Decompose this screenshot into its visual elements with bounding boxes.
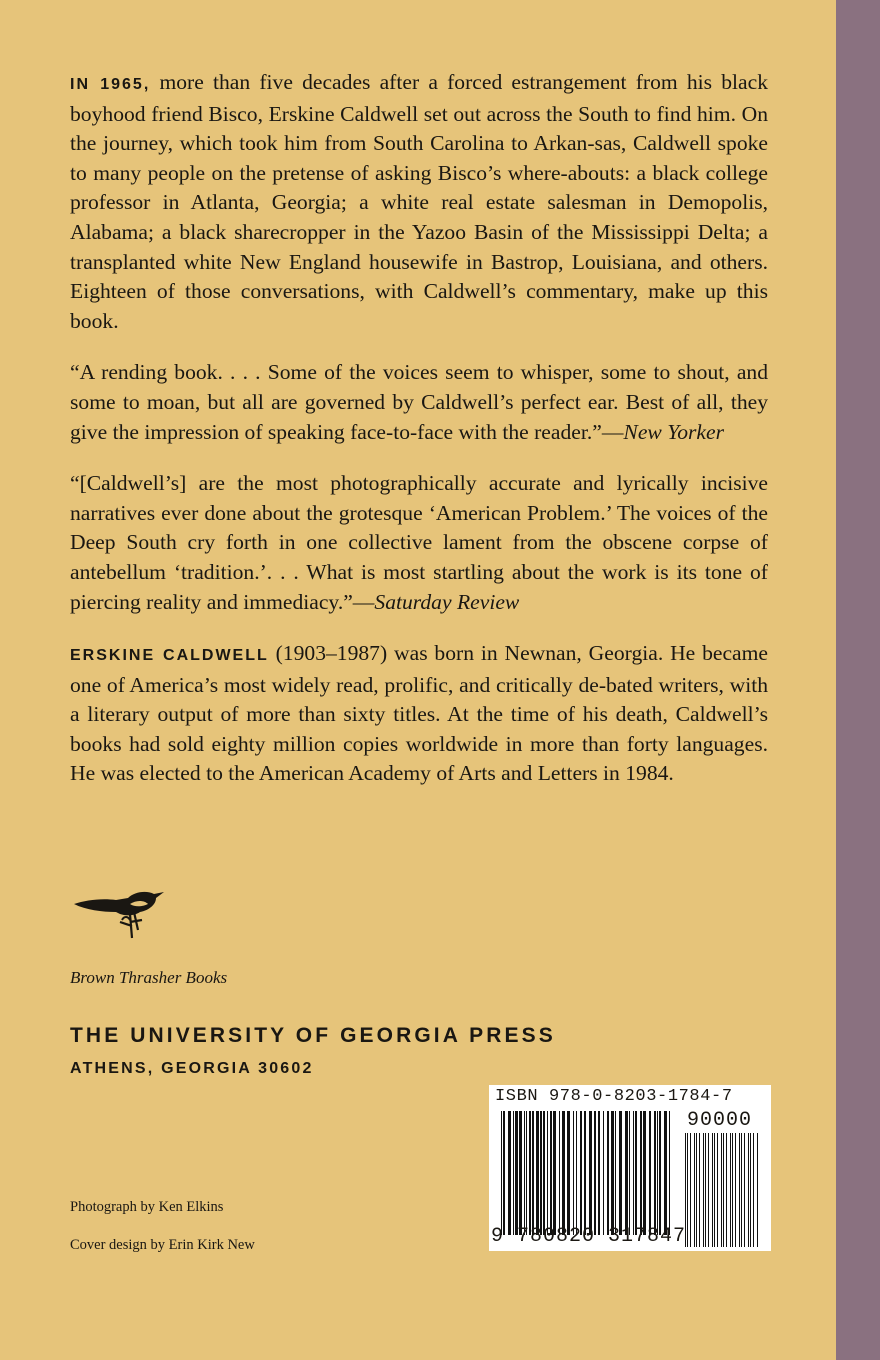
barcode-bar	[664, 1111, 667, 1235]
review-quote: “A rending book. . . . Some of the voices seem to whisper, some to shout, and some to moan, but all are governed by Caldwell’s perfect ear. Best of all, they give the impression of speaking face-to-face with the reader.”—	[70, 360, 768, 444]
barcode-bar	[690, 1133, 691, 1247]
barcode-bar	[635, 1111, 637, 1235]
summary-text: more than five decades after a forced estrangement from his black boyhood friend Bisco, Erskine Caldwell set out across the South to find him. On the journey, which took him from South Carolina to Arkan-sas, Caldwell spoke to many people on the pretense of asking Bisco’s where-abouts: a black college professor in Atlanta, Georgia; a white real estate salesman in Demopolis, Alabama; a black sharecropper in the Yazoo Basin of the Mississippi Delta; a transplanted white New England housewife in Bastrop, Louisiana, and others. Eighteen of those conversations, with Caldwell’s commentary, make up this book.	[70, 70, 768, 333]
barcode-bar	[748, 1133, 749, 1247]
barcode-bar	[562, 1111, 565, 1235]
publisher-location: ATHENS, GEORGIA 30602	[70, 1060, 314, 1077]
barcode-bar	[712, 1133, 713, 1247]
barcode-bar	[625, 1111, 628, 1235]
barcode-bar	[543, 1111, 545, 1235]
barcode-bar	[705, 1133, 706, 1247]
review-saturday-review	[70, 469, 768, 617]
barcode-bar	[640, 1111, 642, 1235]
barcode-bar	[607, 1111, 609, 1235]
barcode-bar	[540, 1111, 542, 1235]
barcode-bar	[580, 1111, 582, 1235]
summary-paragraph	[70, 68, 768, 336]
cover-design-credit: Cover design by Erin Kirk New	[70, 1237, 255, 1253]
barcode-bar	[576, 1111, 577, 1235]
barcode-bar	[643, 1111, 646, 1235]
barcode-bar	[589, 1111, 592, 1235]
barcode-bar	[649, 1111, 651, 1235]
barcode-bar	[735, 1133, 736, 1247]
barcode-bar	[669, 1111, 670, 1235]
barcode-bar	[721, 1133, 722, 1247]
barcode-bar	[615, 1111, 616, 1235]
barcode-bar	[536, 1111, 539, 1235]
isbn-number: ISBN 978-0-8203-1784-7	[495, 1087, 733, 1106]
spine-stripe	[836, 0, 880, 1360]
barcode-ean-digits: 9 780820 317847	[491, 1225, 687, 1248]
barcode-bar	[753, 1133, 754, 1247]
barcode-bar	[513, 1111, 514, 1235]
barcode-bar	[501, 1111, 502, 1235]
barcode-bar	[739, 1133, 740, 1247]
barcode-bar	[750, 1133, 751, 1247]
barcode-addon-digits: 90000	[687, 1109, 753, 1132]
barcode-bar	[703, 1133, 704, 1247]
barcode-bar	[730, 1133, 731, 1247]
back-cover-text	[70, 68, 768, 811]
barcode-bar	[515, 1111, 518, 1235]
barcode-bar	[524, 1111, 525, 1235]
barcode-bar	[744, 1133, 745, 1247]
barcode-bar	[726, 1133, 727, 1247]
barcode-bar	[696, 1133, 697, 1247]
barcode-bar	[699, 1133, 700, 1247]
barcode-bar	[741, 1133, 742, 1247]
isbn-barcode	[489, 1085, 771, 1251]
review-quote: “[Caldwell’s] are the most photographically accurate and lyrically incisive narratives ever done about the grotesque ‘American Problem.’ The voices of the Deep South cry forth in one collective lament from the obscene corpse of antebellum ‘tradition.’. . . What is most startling about the work is its tone of piercing reality and immediacy.”—	[70, 471, 768, 614]
barcode-bar	[519, 1111, 522, 1235]
barcode-bar	[559, 1111, 560, 1235]
barcode-bar	[547, 1111, 548, 1235]
review-new-yorker	[70, 358, 768, 447]
barcode-bar	[687, 1133, 688, 1247]
barcode-bar	[694, 1133, 695, 1247]
barcode-bar	[603, 1111, 604, 1235]
barcode-bar	[654, 1111, 656, 1235]
barcode-bar	[708, 1133, 709, 1247]
barcode-bar	[598, 1111, 600, 1235]
barcode-bar	[553, 1111, 556, 1235]
barcode-bar	[657, 1111, 658, 1235]
author-bio-text: (1903–1987) was born in Newnan, Georgia. He became one of America’s most widely read, prolific, and critically de-bated writers, with a literary output of more than sixty titles. At the time of his death, Caldwell’s books had sold eighty million copies worldwide in more than forty languages. He was elected to the American Academy of Arts and Letters in 1984.	[70, 641, 769, 786]
barcode-bar	[717, 1133, 718, 1247]
publisher-name: THE UNIVERSITY OF GEORGIA PRESS	[70, 1024, 556, 1047]
summary-lead: IN 1965,	[70, 76, 151, 93]
barcode-bar	[633, 1111, 634, 1235]
barcode-bar	[573, 1111, 574, 1235]
barcode-bar	[714, 1133, 715, 1247]
barcode-bar	[659, 1111, 661, 1235]
barcode-bar	[723, 1133, 724, 1247]
barcode-bar	[611, 1111, 614, 1235]
barcode-bar	[567, 1111, 570, 1235]
author-bio	[70, 639, 768, 789]
barcode-bar	[757, 1133, 758, 1247]
barcode-bar	[584, 1111, 586, 1235]
barcode-bar	[508, 1111, 511, 1235]
barcode-bar	[594, 1111, 596, 1235]
review-source: Saturday Review	[374, 589, 520, 614]
author-name: ERSKINE CALDWELL	[70, 647, 269, 665]
barcode-bar	[629, 1111, 630, 1235]
review-source: New Yorker	[623, 419, 725, 444]
barcode-bar	[503, 1111, 505, 1235]
barcode-bar	[526, 1111, 527, 1235]
imprint-name: Brown Thrasher Books	[70, 968, 228, 987]
photo-credit: Photograph by Ken Elkins	[70, 1199, 224, 1215]
barcode-bar	[619, 1111, 622, 1235]
barcode-bar	[550, 1111, 552, 1235]
barcode-bar	[532, 1111, 534, 1235]
barcode-bar	[732, 1133, 733, 1247]
brown-thrasher-icon	[72, 882, 168, 942]
barcode-bar	[529, 1111, 531, 1235]
